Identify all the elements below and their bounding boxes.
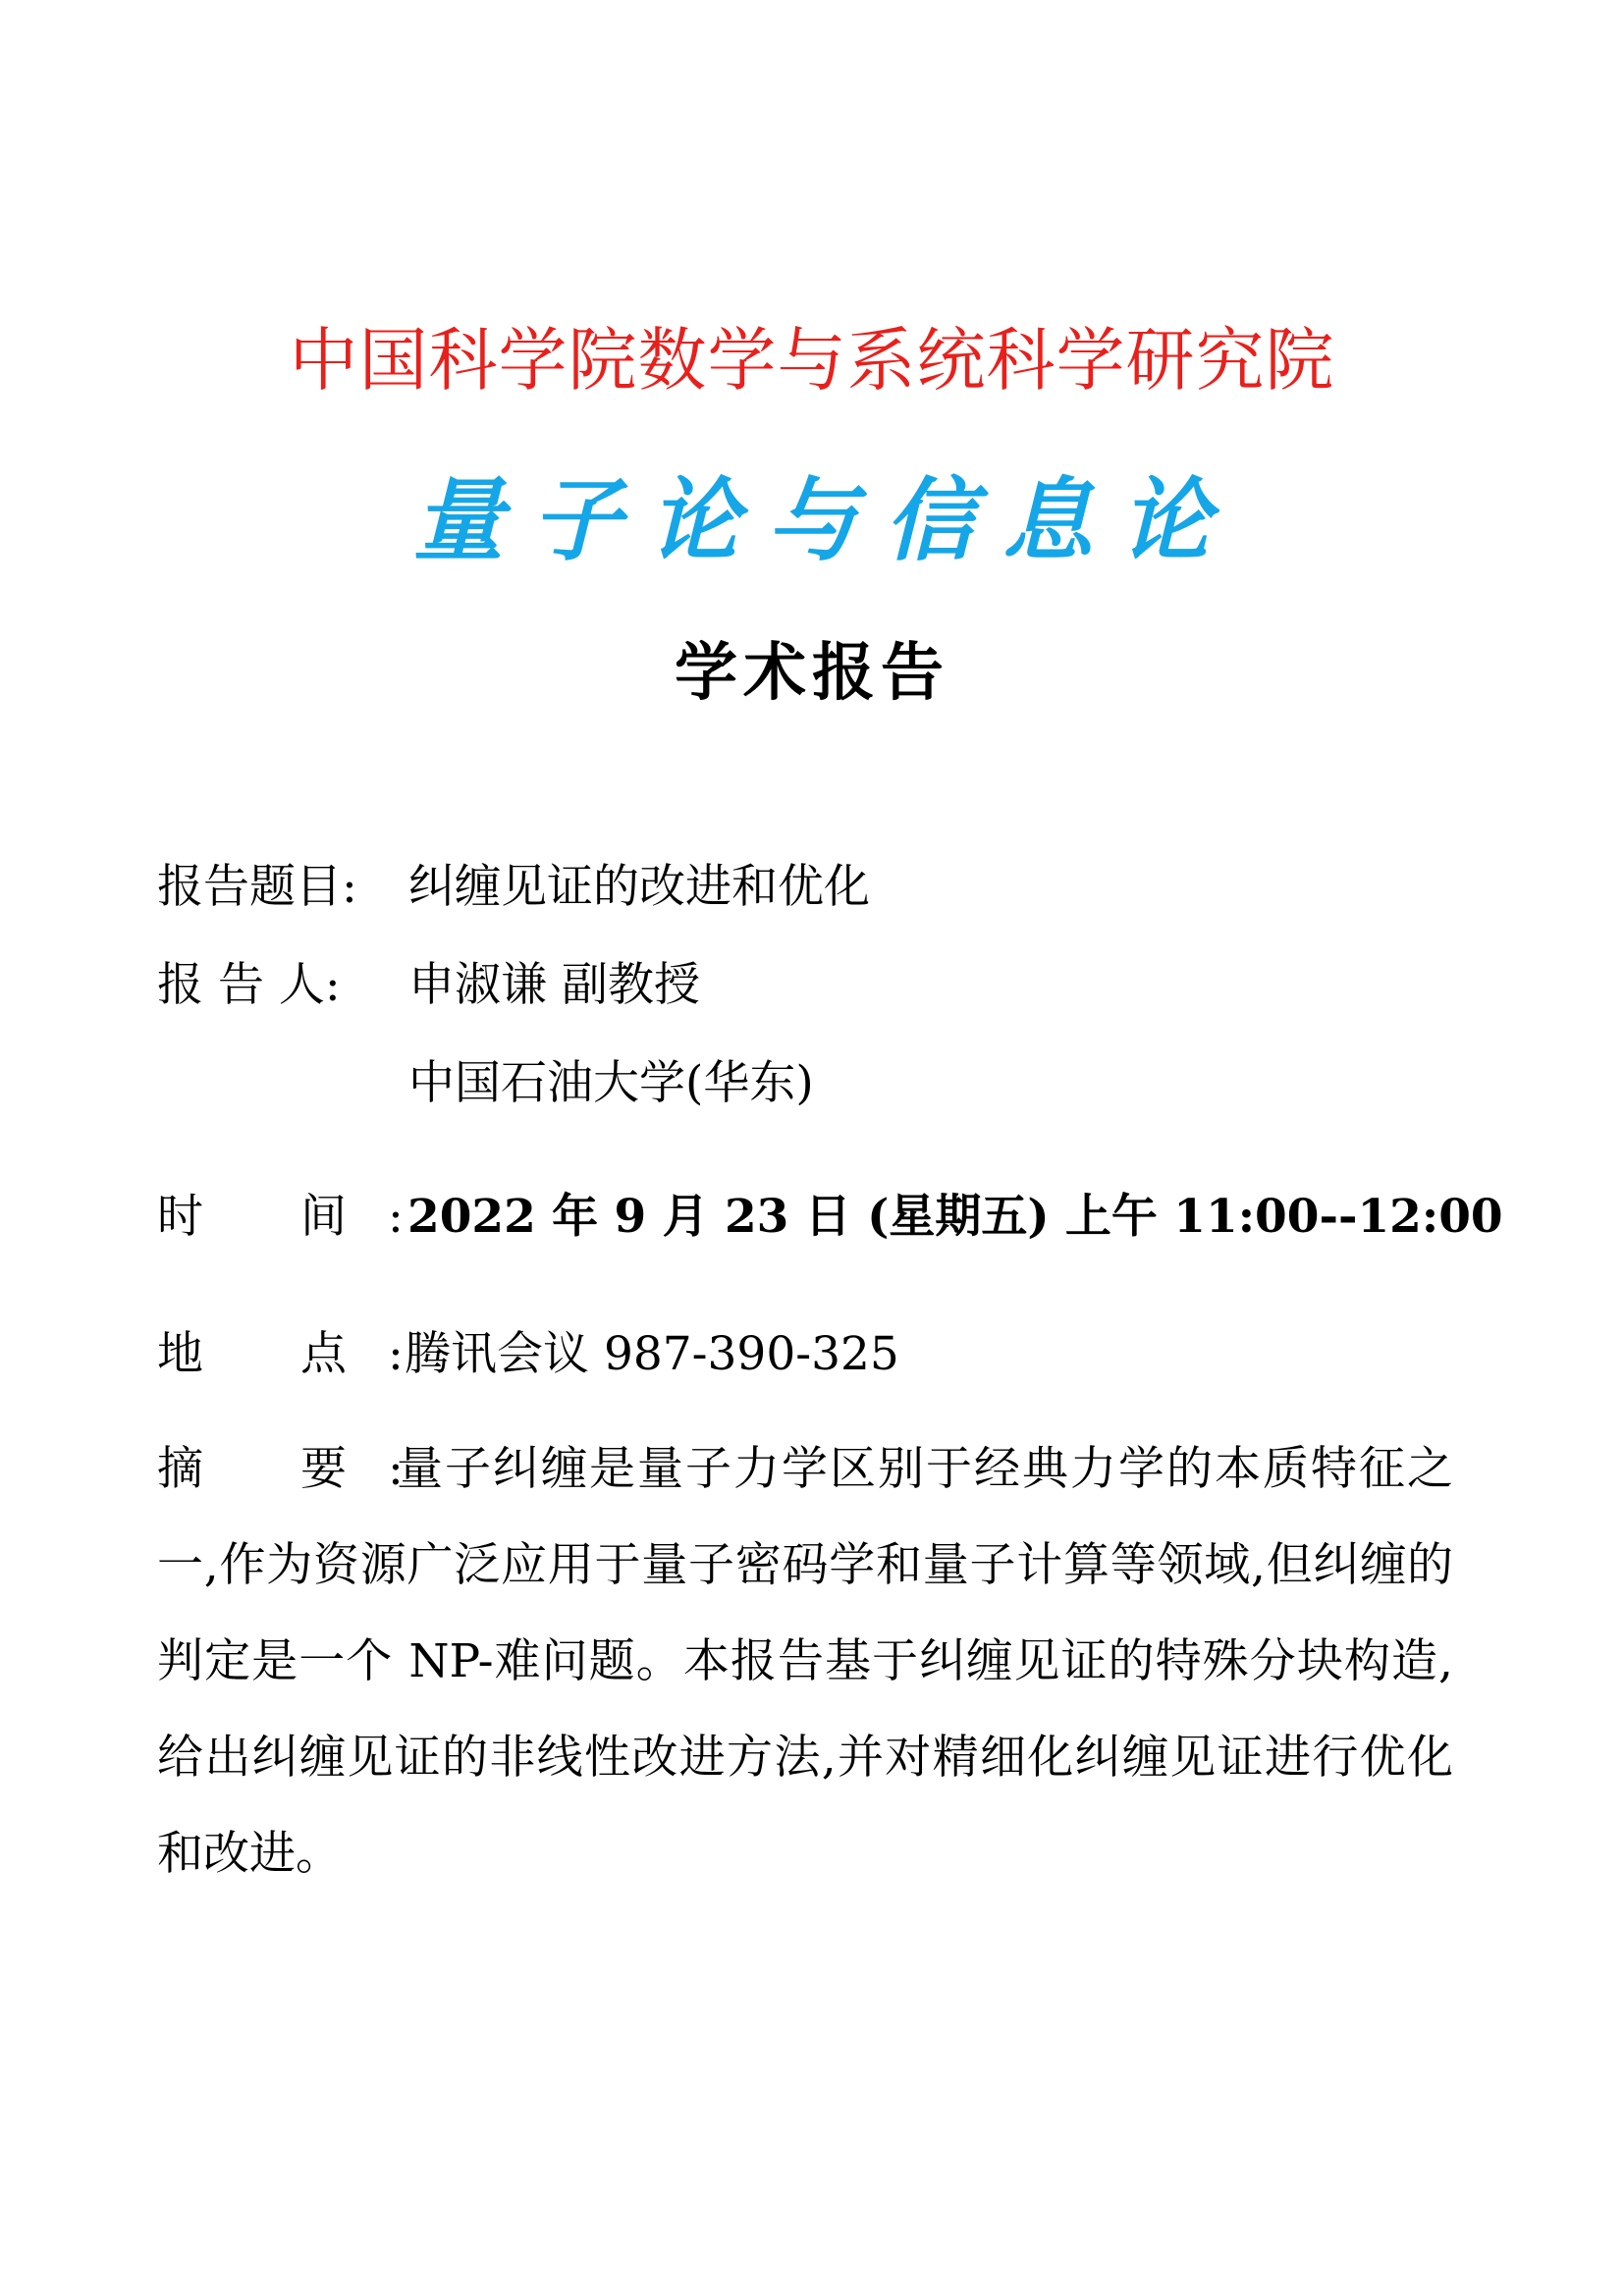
institute-title: 中国科学院数学与系统科学研究院 xyxy=(289,320,1335,400)
abstract-block xyxy=(157,1421,1453,1902)
time-label: 时 间: xyxy=(157,1190,445,1244)
place-value: 腾讯会议 987-390-325 xyxy=(405,1327,899,1381)
speaker-value: 申淑谦 副教授 xyxy=(408,958,700,1012)
speaker-label: 报 告 人: xyxy=(157,958,341,1012)
affiliation-value: 中国石油大学(华东) xyxy=(408,1056,814,1110)
seminar-series-title: 量子论与信息论 xyxy=(412,467,1238,573)
abstract-label: 摘 要: xyxy=(157,1442,445,1496)
place-label: 地 点: xyxy=(157,1327,445,1381)
title-label: 报告题目: xyxy=(157,860,357,914)
report-heading: 学术报告 xyxy=(675,636,949,710)
abstract-text: 量子纠缠是量子力学区别于经典力学的本质特征之一,作为资源广泛应用于量子密码学和量子计算等领域,但纠缠的判定是一个 NP-难问题。本报告基于纠缠见证的特殊分块构造,给出纠缠见证的非线性改进方法,并对精细化纠缠见证进行优化和改进。 xyxy=(157,1442,1453,1881)
title-value: 纠缠见证的改进和优化 xyxy=(408,860,870,914)
time-value: 2022 年 9 月 23 日 (星期五) 上午 11:00--12:00 xyxy=(407,1190,1503,1244)
